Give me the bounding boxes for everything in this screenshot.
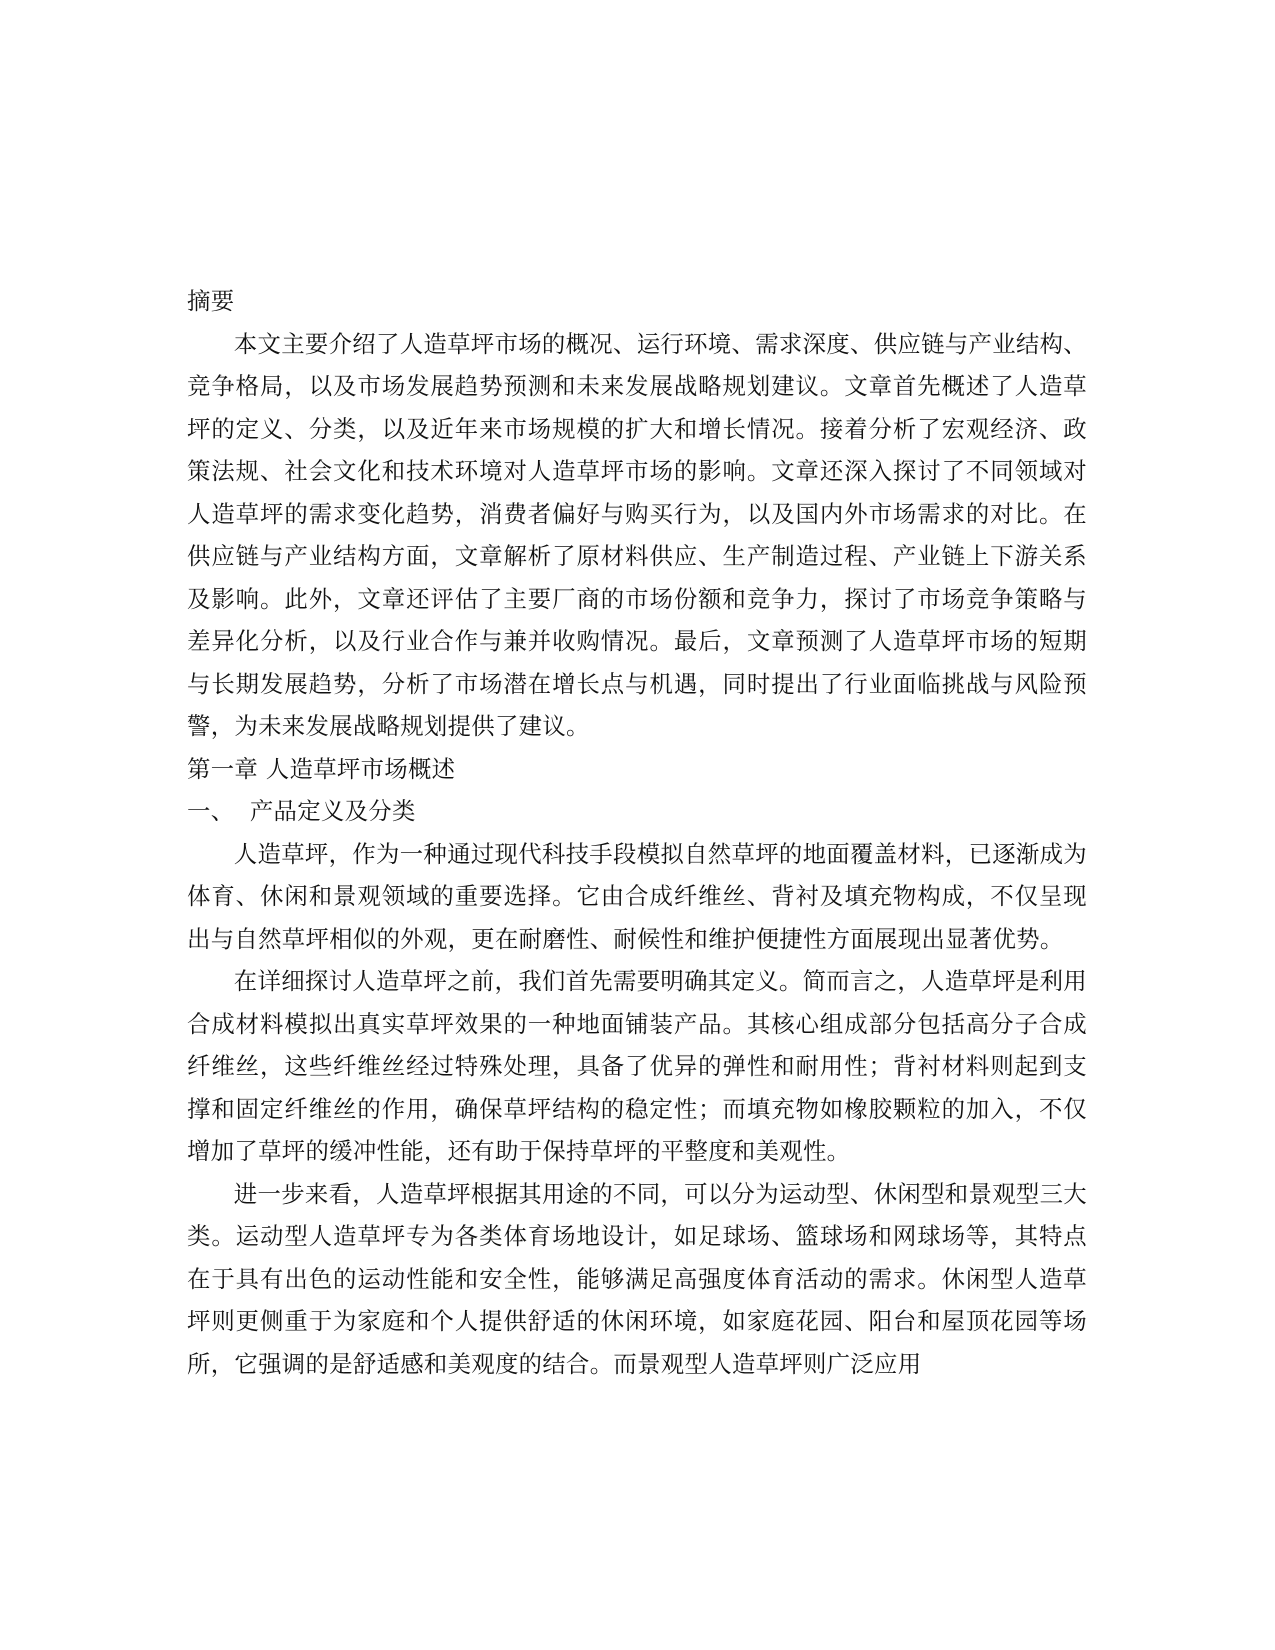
document-page [187, 280, 1087, 1385]
section-title: 一、 产品定义及分类 [187, 797, 416, 825]
abstract-paragraph: 本文主要介绍了人造草坪市场的概况、运行环境、需求深度、供应链与产业结构、竞争格局，以及市场发展趋势预测和未来发展战略规划建议。文章首先概述了人造草坪的定义、分类，以及近年来市场规模的扩大和增长情况。接着分析了宏观经济、政策法规、社会文化和技术环境对人造草坪市场的影响。文章还深入探讨了不同领域对人造草坪的需求变化趋势，消费者偏好与购买行为，以及国内外市场需求的对比。在供应链与产业结构方面，文章解析了原材料供应、生产制造过程、产业链上下游关系及影响。此外，文章还评估了主要厂商的市场份额和竞争力，探讨了市场竞争策略与差异化分析，以及行业合作与兼并收购情况。最后，文章预测了人造草坪市场的短期与长期发展趋势，分析了市场潜在增长点与机遇，同时提出了行业面临挑战与风险预警，为未来发展战略规划提供了建议。 [187, 329, 1087, 740]
chapter-title: 第一章 人造草坪市场概述 [187, 754, 456, 783]
body-paragraph: 进一步来看，人造草坪根据其用途的不同，可以分为运动型、休闲型和景观型三大类。运动型人造草坪专为各类体育场地设计，如足球场、篮球场和网球场等，其特点在于具有出色的运动性能和安全性，能够满足高强度体育活动的需求。休闲型人造草坪则更侧重于为家庭和个人提供舒适的休闲环境，如家庭花园、阳台和屋顶花园等场所，它强调的是舒适感和美观度的结合。而景观型人造草坪则广泛应用 [187, 1179, 1087, 1378]
body-paragraph: 在详细探讨人造草坪之前，我们首先需要明确其定义。简而言之，人造草坪是利用合成材料模拟出真实草坪效果的一种地面铺装产品。其核心组成部分包括高分子合成纤维丝，这些纤维丝经过特殊处理，具备了优异的弹性和耐用性；背衬材料则起到支撑和固定纤维丝的作用，确保草坪结构的稳定性；而填充物如橡胶颗粒的加入，不仅增加了草坪的缓冲性能，还有助于保持草坪的平整度和美观性。 [187, 967, 1087, 1165]
body-paragraph: 人造草坪，作为一种通过现代科技手段模拟自然草坪的地面覆盖材料，已逐渐成为体育、休闲和景观领域的重要选择。它由合成纤维丝、背衬及填充物构成，不仅呈现出与自然草坪相似的外观，更在耐磨性、耐候性和维护便捷性方面展现出显著优势。 [187, 839, 1087, 953]
abstract-heading: 摘要 [187, 287, 235, 315]
